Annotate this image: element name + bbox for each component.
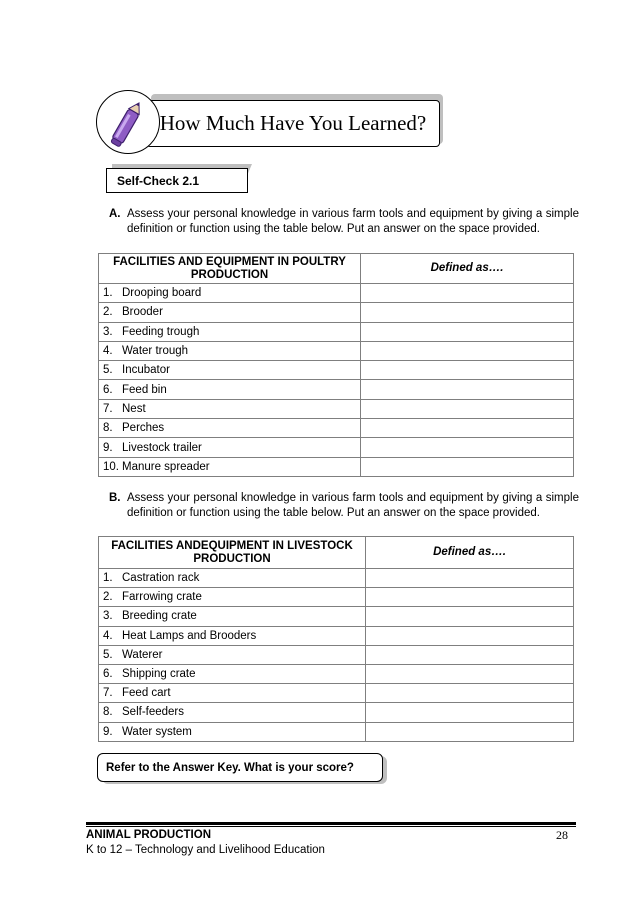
poultry-item-label: Incubator — [122, 364, 170, 377]
poultry-item-label: Drooping board — [122, 287, 202, 300]
livestock-item-number: 7. — [103, 687, 113, 700]
livestock-item-number: 8. — [103, 706, 113, 719]
footer-rule-thin — [86, 826, 576, 827]
livestock-item-number: 4. — [103, 629, 113, 642]
livestock-item-number: 5. — [103, 648, 113, 661]
poultry-item-number: 3. — [103, 325, 113, 338]
livestock-item-label: Feed cart — [122, 687, 171, 700]
poultry-item-label: Water trough — [122, 345, 189, 358]
table-row — [99, 322, 574, 341]
livestock-answer-cell[interactable] — [366, 626, 574, 645]
table-row — [99, 607, 574, 626]
page-title: How Much Have You Learned? — [159, 111, 427, 135]
table-row — [99, 645, 574, 664]
livestock-item — [99, 664, 366, 683]
livestock-item-number: 2. — [103, 591, 113, 604]
poultry-item-number: 1. — [103, 287, 113, 300]
livestock-col-facilities: FACILITIES ANDEQUIPMENT IN LIVESTOCK PRODUCTION — [99, 537, 366, 569]
table-row — [99, 419, 574, 438]
livestock-item — [99, 607, 366, 626]
table-row — [99, 664, 574, 683]
livestock-item-label: Farrowing crate — [122, 591, 202, 604]
livestock-item-number: 3. — [103, 610, 113, 623]
poultry-item — [99, 399, 361, 418]
section-b-instructions — [109, 491, 579, 520]
table-row — [99, 684, 574, 703]
poultry-item-label: Nest — [122, 402, 146, 415]
table-row — [99, 361, 574, 380]
livestock-answer-cell[interactable] — [366, 703, 574, 722]
poultry-item-number: 9. — [103, 441, 113, 454]
poultry-item — [99, 438, 361, 457]
pen-icon — [96, 90, 160, 154]
poultry-item — [99, 341, 361, 360]
table-row — [99, 438, 574, 457]
livestock-item-label: Shipping crate — [122, 668, 196, 681]
livestock-item-number: 9. — [103, 725, 113, 738]
livestock-item — [99, 703, 366, 722]
poultry-answer-cell[interactable] — [361, 361, 574, 380]
poultry-item-label: Livestock trailer — [122, 441, 202, 454]
table-row — [99, 722, 574, 741]
section-a-text: Assess your personal knowledge in various farm tools and equipment by giving a simple definition or function using the table below. Put an answer on the space provided. — [127, 208, 579, 235]
poultry-item-label: Feed bin — [122, 383, 167, 396]
table-row — [99, 380, 574, 399]
poultry-item — [99, 457, 361, 476]
poultry-answer-cell[interactable] — [361, 341, 574, 360]
self-check-tag: Self-Check 2.1 — [106, 168, 248, 193]
poultry-item-label: Brooder — [122, 306, 163, 319]
table-row — [99, 569, 574, 588]
section-a-letter: A. — [109, 208, 121, 220]
livestock-item-number: 1. — [103, 572, 113, 585]
poultry-answer-cell[interactable] — [361, 419, 574, 438]
table-row — [99, 626, 574, 645]
poultry-answer-cell[interactable] — [361, 284, 574, 303]
livestock-item — [99, 588, 366, 607]
poultry-item-number: 2. — [103, 306, 113, 319]
livestock-item — [99, 569, 366, 588]
poultry-item-number: 7. — [103, 402, 113, 415]
poultry-answer-cell[interactable] — [361, 457, 574, 476]
livestock-item-label: Water system — [122, 725, 192, 738]
livestock-item — [99, 684, 366, 703]
poultry-item — [99, 419, 361, 438]
poultry-item-number: 5. — [103, 364, 113, 377]
poultry-item-label: Perches — [122, 422, 165, 435]
livestock-col-defined: Defined as…. — [366, 537, 574, 569]
livestock-answer-cell[interactable] — [366, 722, 574, 741]
poultry-item — [99, 361, 361, 380]
livestock-item — [99, 722, 366, 741]
livestock-item-label: Self-feeders — [122, 706, 185, 719]
poultry-item — [99, 303, 361, 322]
poultry-answer-cell[interactable] — [361, 380, 574, 399]
footer-subtitle: K to 12 – Technology and Livelihood Education — [86, 844, 325, 856]
livestock-item — [99, 645, 366, 664]
livestock-answer-cell[interactable] — [366, 664, 574, 683]
section-b-text: Assess your personal knowledge in various farm tools and equipment by giving a simple definition or function using the table below. Put an answer on the space provided. — [127, 492, 579, 519]
livestock-answer-cell[interactable] — [366, 607, 574, 626]
poultry-item-label: Manure spreader — [122, 460, 210, 473]
title-banner — [146, 100, 440, 147]
poultry-answer-cell[interactable] — [361, 322, 574, 341]
table-row — [99, 703, 574, 722]
footer-rule-thick — [86, 822, 576, 825]
livestock-item-label: Waterer — [122, 648, 163, 661]
table-row — [99, 303, 574, 322]
poultry-item-label: Feeding trough — [122, 325, 200, 338]
poultry-answer-cell[interactable] — [361, 303, 574, 322]
livestock-answer-cell[interactable] — [366, 588, 574, 607]
poultry-table — [98, 253, 574, 477]
livestock-item — [99, 626, 366, 645]
table-row — [99, 457, 574, 476]
footer-title: ANIMAL PRODUCTION — [86, 829, 212, 841]
livestock-answer-cell[interactable] — [366, 569, 574, 588]
poultry-answer-cell[interactable] — [361, 399, 574, 418]
table-row — [99, 588, 574, 607]
poultry-item — [99, 322, 361, 341]
livestock-item-label: Castration rack — [122, 572, 200, 585]
table-row — [99, 341, 574, 360]
livestock-answer-cell[interactable] — [366, 684, 574, 703]
poultry-item-number: 4. — [103, 345, 113, 358]
livestock-table — [98, 536, 574, 742]
section-b-letter: B. — [109, 492, 121, 504]
table-row — [99, 399, 574, 418]
page-number: 28 — [556, 828, 568, 842]
livestock-answer-cell[interactable] — [366, 645, 574, 664]
poultry-item-number: 8. — [103, 422, 113, 435]
table-row — [99, 284, 574, 303]
poultry-col-defined: Defined as…. — [361, 254, 574, 284]
section-a-instructions — [109, 207, 579, 236]
livestock-item-label: Heat Lamps and Brooders — [122, 629, 257, 642]
livestock-item-label: Breeding crate — [122, 610, 197, 623]
poultry-item-number: 10. — [103, 460, 119, 473]
poultry-item — [99, 380, 361, 399]
poultry-item — [99, 284, 361, 303]
poultry-col-facilities: FACILITIES AND EQUIPMENT IN POULTRY PRODUCTION — [99, 254, 361, 284]
score-box: Refer to the Answer Key. What is your score? — [97, 753, 383, 782]
livestock-item-number: 6. — [103, 668, 113, 681]
poultry-item-number: 6. — [103, 383, 113, 396]
poultry-answer-cell[interactable] — [361, 438, 574, 457]
